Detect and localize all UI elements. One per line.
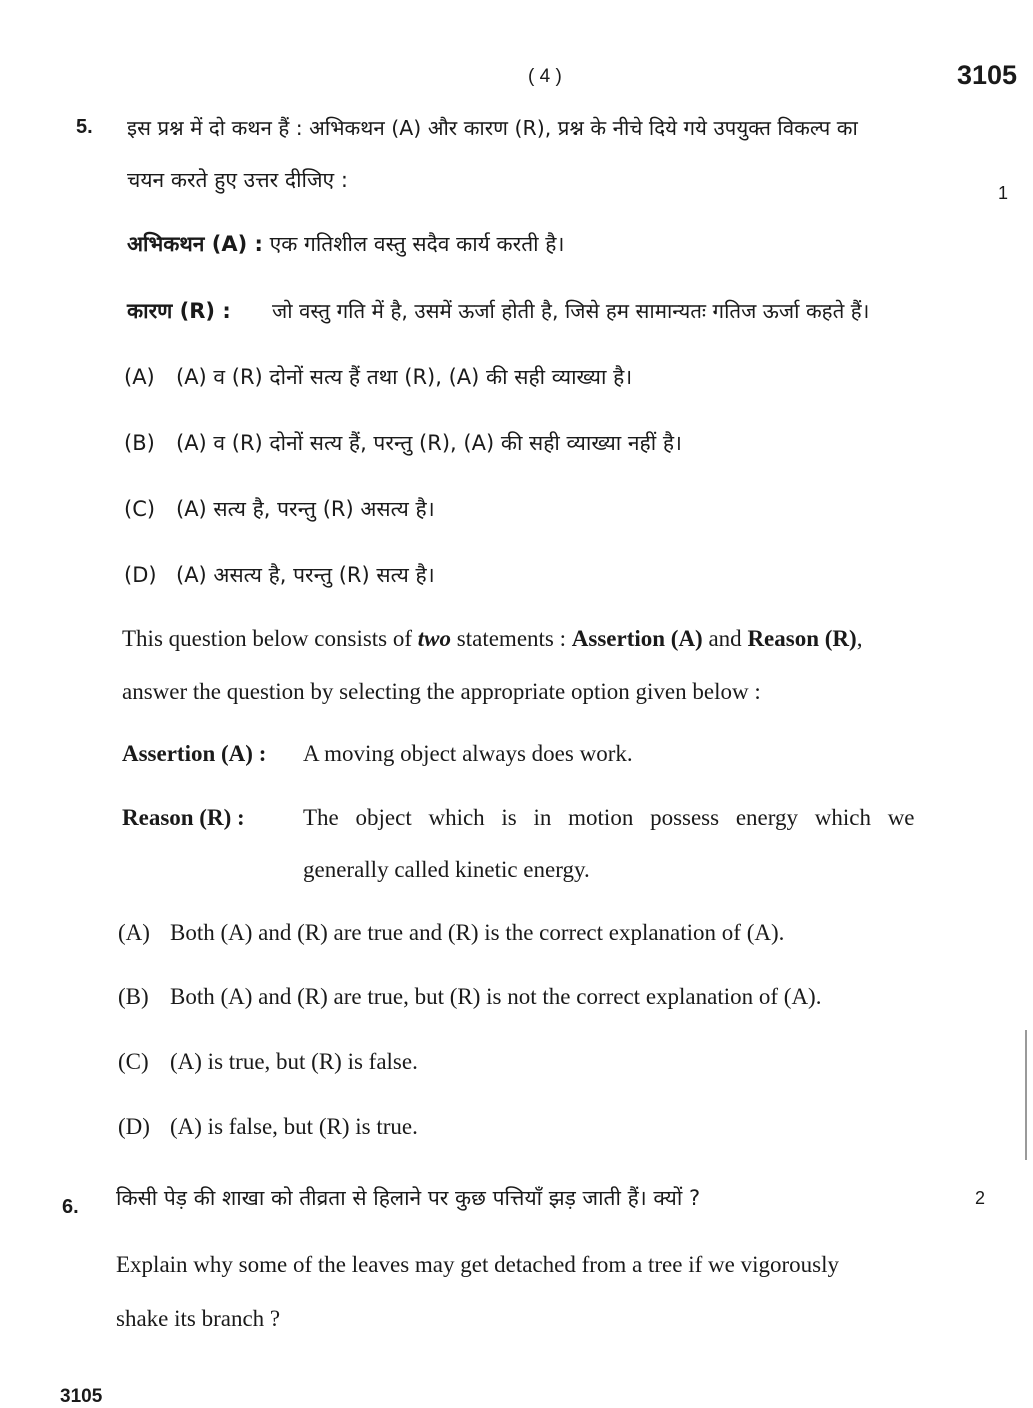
intro-reason: Reason (R)	[747, 626, 857, 651]
intro-text: statements :	[451, 626, 572, 651]
q5-english-intro-line1	[122, 626, 862, 652]
option-text: (A) सत्य है, परन्तु (R) असत्य है।	[176, 497, 435, 521]
option-text: (A) व (R) दोनों सत्य हैं तथा (R), (A) की सही व्याख्या है।	[176, 365, 633, 389]
q5-hindi-intro-line2: चयन करते हुए उत्तर दीजिए :	[127, 168, 348, 192]
option-label: (B)	[124, 431, 155, 455]
hindi-option-a	[124, 363, 632, 391]
q6-hindi-text: किसी पेड़ की शाखा को तीव्रता से हिलाने पर कुछ पत्तियाँ झड़ जाती हैं। क्यों ?	[116, 1186, 701, 1210]
hindi-reason-label: कारण (R) :	[127, 299, 231, 323]
en-option-c	[118, 1049, 418, 1075]
option-label: (B)	[118, 984, 149, 1009]
paper-code-footer: 3105	[60, 1386, 103, 1407]
option-label: (C)	[124, 497, 156, 521]
en-reason-line2: generally called kinetic energy.	[303, 857, 590, 882]
en-option-a	[118, 920, 784, 946]
option-label: (A)	[124, 365, 155, 389]
option-label: (D)	[118, 1114, 150, 1139]
intro-two: two	[417, 626, 452, 651]
paper-code-header: 3105	[957, 60, 1018, 90]
page-number: ( 4 )	[528, 66, 562, 87]
hindi-reason-text: जो वस्तु गति में है, उसमें ऊर्जा होती है, जिसे हम सामान्यतः गतिज ऊर्जा कहते हैं।	[272, 299, 870, 323]
option-label: (C)	[118, 1049, 149, 1074]
option-text: Both (A) and (R) are true and (R) is the correct explanation of (A).	[170, 920, 785, 945]
q5-english-intro-line2: answer the question by selecting the appropriate option given below :	[122, 679, 761, 704]
en-assertion-label: Assertion (A) :	[122, 741, 267, 766]
hindi-option-b	[124, 429, 682, 457]
en-option-d	[118, 1114, 418, 1140]
option-text: (A) is true, but (R) is false.	[170, 1049, 418, 1074]
q5-marks: 1	[998, 183, 1009, 203]
en-reason-line1: The object which is in motion possess energy which we	[303, 805, 915, 830]
q6-english-line2: shake its branch ?	[116, 1306, 281, 1331]
intro-text: ,	[856, 626, 863, 651]
option-label: (A)	[118, 920, 150, 945]
intro-text: and	[702, 626, 748, 651]
question-5-number: 5.	[76, 116, 93, 138]
en-option-b	[118, 984, 821, 1010]
option-text: (A) व (R) दोनों सत्य हैं, परन्तु (R), (A) की सही व्याख्या नहीं है।	[176, 431, 682, 455]
option-label: (D)	[124, 563, 157, 587]
question-6-number: 6.	[62, 1196, 79, 1218]
q6-marks: 2	[975, 1188, 986, 1208]
hindi-option-d	[124, 561, 435, 589]
en-reason-label: Reason (R) :	[122, 805, 245, 830]
option-text: (A) असत्य है, परन्तु (R) सत्य है।	[176, 563, 435, 587]
hindi-assertion-text: एक गतिशील वस्तु सदैव कार्य करती है।	[269, 232, 565, 256]
option-text: (A) is false, but (R) is true.	[170, 1114, 418, 1139]
q6-english-line1: Explain why some of the leaves may get detached from a tree if we vigorously	[116, 1252, 839, 1277]
hindi-option-c	[124, 495, 435, 523]
q5-hindi-intro-line1: इस प्रश्न में दो कथन हैं : अभिकथन (A) और कारण (R), प्रश्न के नीचे दिये गये उपयुक्त विकल्प का	[127, 116, 858, 140]
en-assertion-text: A moving object always does work.	[303, 741, 633, 766]
intro-assertion: Assertion (A)	[571, 626, 703, 651]
q5-hindi-assertion	[127, 230, 564, 258]
scan-edge-mark	[1025, 1030, 1027, 1160]
option-text: Both (A) and (R) are true, but (R) is not the correct explanation of (A).	[170, 984, 822, 1009]
hindi-assertion-label: अभिकथन (A) :	[127, 232, 263, 256]
intro-text: This question below consists of	[122, 626, 418, 651]
